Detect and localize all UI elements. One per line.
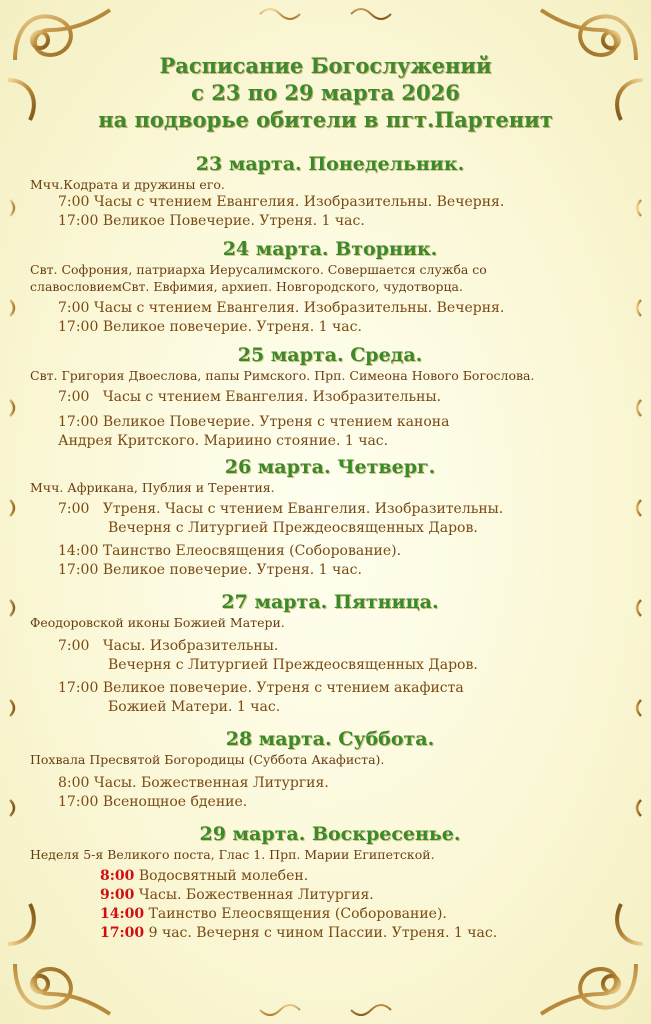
service-text: Часы. Божественная Литургия. [138, 887, 374, 903]
service-time: 7:00 [58, 194, 90, 210]
day-block [30, 822, 630, 943]
service-time: 8:00 [58, 775, 90, 791]
schedule-content [30, 152, 630, 943]
service-line [30, 212, 630, 231]
service-time: 14:00 [58, 543, 99, 559]
service-line [30, 561, 630, 580]
service-line [30, 388, 630, 407]
service-time: 17:00 [58, 794, 99, 810]
service-line [30, 867, 630, 886]
service-line [30, 679, 630, 698]
service-time: 17:00 [58, 562, 99, 578]
service-line [30, 542, 630, 561]
service-time: 17:00 [58, 213, 99, 229]
service-line [30, 413, 630, 432]
service-text: Часы. Божественная Литургия. [93, 775, 329, 791]
title-line-2: с 23 по 29 марта 2026 [191, 80, 460, 105]
service-time: 7:00 [58, 389, 90, 405]
day-title: 27 марта. Пятница. [221, 591, 439, 613]
day-title: 25 марта. Среда. [237, 344, 423, 366]
commemoration: Свт. Софрония, патриарха Иерусалимского. Совершается служба со [30, 262, 487, 277]
day-block [30, 237, 630, 337]
service-text: Часы с чтением Евангелия. Изобразительны. [102, 389, 442, 405]
service-text: Водосвятный молебен. [138, 868, 309, 884]
service-text: Великое Повечерие. Утреня. 1 час. [102, 213, 365, 229]
day-block [30, 727, 630, 812]
commemoration: Неделя 5-я Великого поста, Глас 1. Прп. Марии Египетской. [30, 847, 435, 862]
service-line [30, 924, 630, 943]
service-text: Часы с чтением Евангелия. Изобразительны. Вечерня. [93, 194, 505, 210]
day-block [30, 152, 630, 231]
service-time: 17:00 [58, 680, 99, 696]
service-line [30, 299, 630, 318]
bottom-rail-ornament [120, 1004, 531, 1015]
day-block [30, 343, 630, 451]
service-continuation: Вечерня с Литургией Преждеосвященных Даров. [108, 520, 478, 536]
service-text: Великое повечерие. Утреня с чтением акафиста [102, 680, 464, 696]
service-time: 9:00 [100, 887, 135, 903]
service-line [30, 793, 630, 812]
commemoration: славословиемСвт. Евфимия, архиеп. Новгородского, чудотворца. [30, 279, 463, 294]
day-title: 26 марта. Четверг. [224, 456, 436, 478]
service-continuation: Вечерня с Литургией Преждеосвященных Даров. [108, 657, 478, 673]
commemoration: Похвала Пресвятой Богородицы (Суббота Акафиста). [30, 752, 385, 767]
service-time: 17:00 [100, 925, 145, 941]
title-line-1: Расписание Богослужений [159, 53, 492, 78]
commemoration: Мчч. Африкана, Публия и Терентия. [30, 480, 275, 495]
service-line [30, 905, 630, 924]
service-time: 7:00 [58, 638, 90, 654]
service-text: Таинство Елеосвящения (Соборование). [102, 543, 402, 559]
service-text: Утреня. Часы с чтением Евангелия. Изобразительны. [102, 501, 504, 517]
title-line-3: на подворье обители в пгт.Партенит [98, 107, 553, 132]
service-text: Всенощное бдение. [102, 794, 248, 810]
service-line [30, 637, 630, 656]
service-line [30, 500, 630, 519]
commemoration: Свт. Григория Двоеслова, папы Римского. Прп. Симеона Нового Богослова. [30, 368, 535, 383]
service-continuation: Божией Матери. 1 час. [108, 699, 281, 715]
service-text: Великое повечерие. Утреня. 1 час. [102, 319, 362, 335]
right-rail-ornament [632, 110, 641, 910]
service-text: Часы. Изобразительны. [102, 638, 279, 654]
service-text: Часы с чтением Евангелия. Изобразительны. Вечерня. [93, 300, 505, 316]
day-title: 24 марта. Вторник. [222, 238, 438, 260]
day-title: 29 марта. Воскресенье. [199, 823, 461, 845]
day-title: 23 марта. Понедельник. [195, 153, 465, 175]
service-time: 17:00 [58, 319, 99, 335]
top-rail-ornament [120, 9, 531, 20]
service-line [30, 318, 630, 337]
schedule-title [0, 52, 651, 133]
service-text: 9 час. Вечерня с чином Пассии. Утреня. 1 час. [148, 925, 498, 941]
service-line [30, 774, 630, 793]
service-time: 7:00 [58, 501, 90, 517]
commemoration: Мчч.Кодрата и дружины его. [30, 177, 225, 192]
service-time: 8:00 [100, 868, 135, 884]
left-rail-ornament [10, 110, 19, 910]
service-time: 17:00 [58, 414, 99, 430]
day-block [30, 590, 630, 717]
day-block [30, 455, 630, 580]
service-text: Таинство Елеосвящения (Соборование). [148, 906, 447, 922]
service-text: Великое повечерие. Утреня. 1 час. [102, 562, 362, 578]
service-time: 14:00 [100, 906, 145, 922]
service-line [30, 886, 630, 905]
day-title: 28 марта. Суббота. [225, 728, 435, 750]
service-text: Великое Повечерие. Утреня с чтением канона [102, 414, 450, 430]
commemoration: Феодоровской иконы Божией Матери. [30, 615, 285, 630]
service-time: 7:00 [58, 300, 90, 316]
service-line [30, 193, 630, 212]
service-continuation: Андрея Критского. Мариино стояние. 1 час. [58, 433, 389, 449]
